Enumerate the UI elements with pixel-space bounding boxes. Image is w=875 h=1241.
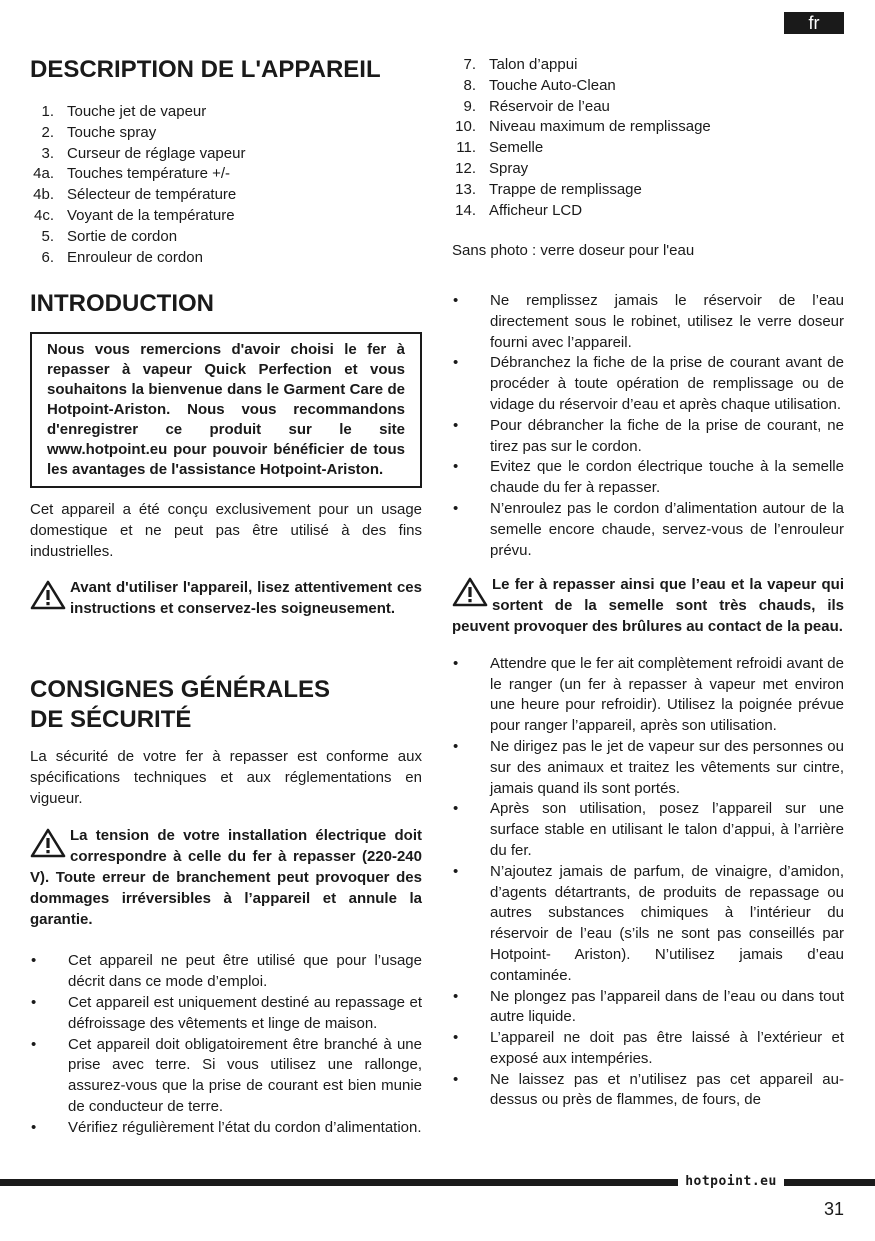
bullet-text: N’ajoutez jamais de parfum, de vinaigre, d’amidon, d’agents détartrants, de produits de repassage ou autres substances chimiques à l’intérieur du réservoir de l’eau (s’ils ne sont pas conseillés par Hotpoint- Ariston). N’utilisez jamais d’eau contaminée.	[490, 862, 844, 984]
parts-list-item	[452, 117, 844, 138]
language-badge: fr	[784, 12, 844, 34]
left-column	[30, 55, 422, 268]
safety-bullets-right-top	[452, 291, 844, 561]
warning-icon	[30, 828, 66, 858]
bullet-marker: •	[31, 1118, 37, 1136]
page-number: 31	[823, 1199, 844, 1219]
bullet-item	[452, 1028, 844, 1070]
parts-item-label: Curseur de réglage vapeur	[67, 144, 246, 162]
bullet-text: Cet appareil ne peut être utilisé que pour l’usage décrit dans ce mode d’emploi.	[68, 952, 422, 991]
safety-title	[30, 675, 422, 735]
parts-item-number: 3.	[41, 144, 54, 162]
parts-item-number: 9.	[463, 97, 476, 115]
bullet-item	[30, 1118, 422, 1139]
bullet-marker: •	[31, 993, 37, 1011]
safety-bullets-right-bottom	[452, 654, 844, 1112]
safety-title-line1: CONSIGNES GÉNÉRALES	[30, 676, 331, 703]
bullet-marker: •	[453, 1029, 459, 1047]
bullet-text: Ne remplissez jamais le réservoir de l’eau directement sous le robinet, utilisez le verre doseur fourni avec l’appareil.	[490, 292, 844, 351]
parts-item-label: Enrouleur de cordon	[67, 248, 203, 266]
parts-item-label: Voyant de la température	[67, 206, 235, 224]
parts-item-label: Niveau maximum de remplissage	[489, 118, 711, 136]
safety-paragraph: La sécurité de votre fer à repasser est conforme aux spécifications techniques et aux réglementations en vigueur.	[30, 748, 422, 807]
bullet-marker: •	[453, 499, 459, 517]
bullet-item	[452, 654, 844, 737]
bullet-marker: •	[31, 1035, 37, 1053]
bullet-marker: •	[453, 1070, 459, 1088]
bullet-text: Evitez que le cordon électrique touche à la semelle chaude du fer à repasser.	[490, 458, 844, 497]
parts-list-right	[452, 55, 844, 221]
bullet-marker: •	[453, 416, 459, 434]
safety-title-line2: DE SÉCURITÉ	[30, 706, 192, 733]
introduction-title: INTRODUCTION	[30, 290, 214, 317]
parts-list-item	[30, 164, 422, 185]
parts-list-item	[30, 206, 422, 227]
bullet-text: Ne dirigez pas le jet de vapeur sur des personnes ou sur des animaux et traitez les vêtements sur cintre, jamais quand ils sont portés.	[490, 737, 844, 797]
bullet-item	[452, 457, 844, 499]
parts-item-label: Sélecteur de température	[67, 186, 237, 204]
warning-icon	[452, 577, 488, 607]
bullet-item	[452, 353, 844, 415]
introduction-warning-text: Avant d'utiliser l'appareil, lisez attentivement ces instructions et conservez-les soigneusement.	[70, 579, 422, 618]
parts-item-number: 11.	[456, 139, 476, 157]
parts-list-item	[452, 201, 844, 222]
parts-item-number: 13.	[455, 180, 476, 198]
parts-list-item	[30, 144, 422, 165]
introduction-section	[30, 289, 422, 620]
parts-item-label: Talon d’appui	[489, 56, 578, 73]
bullet-marker: •	[453, 292, 459, 309]
bullet-item	[452, 291, 844, 353]
introduction-paragraph: Cet appareil a été conçu exclusivement pour un usage domestique et ne peut pas être utilisé à des fins industrielles.	[30, 501, 422, 560]
bullet-marker: •	[31, 952, 37, 970]
voltage-warning-text: La tension de votre installation électrique doit correspondre à celle du fer à repasser (220-240 V). Toute erreur de branchement peut provoquer des dommages irréversibles à l’appareil et annule la garantie.	[30, 827, 422, 928]
bullet-text: Débranchez la fiche de la prise de courant avant de procéder à toute opération de remplissage ou de vidage du réservoir d’eau et après chaque utilisation.	[490, 354, 844, 413]
bullet-item	[452, 987, 844, 1029]
parts-item-number: 4c.	[33, 206, 54, 224]
bullet-marker: •	[453, 862, 459, 880]
burn-warning	[452, 575, 844, 637]
parts-list-item	[30, 102, 422, 123]
bullet-text: N’enroulez pas le cordon d’alimentation autour de la semelle encore chaude, servez-vous de l’enrouleur prévu.	[490, 499, 844, 559]
bullet-marker: •	[453, 654, 459, 672]
parts-list-item	[452, 55, 844, 76]
parts-item-label: Touche spray	[67, 123, 157, 141]
parts-item-number: 10.	[455, 118, 476, 136]
parts-item-label: Sortie de cordon	[67, 227, 178, 245]
bullet-item	[30, 951, 422, 993]
right-column-top	[452, 55, 844, 262]
parts-item-number: 8.	[463, 76, 476, 94]
burn-warning-text: Le fer à repasser ainsi que l’eau et la vapeur qui sortent de la semelle sont très chauds, ils peuvent provoquer des brûlures au contact de la peau.	[452, 576, 844, 635]
bullet-item	[30, 993, 422, 1035]
bullet-text: Cet appareil doit obligatoirement être branché à une prise avec terre. Si vous utilisez une rallonge, assurez-vous que la prise de courant est bien munie de conducteur de terre.	[68, 1035, 422, 1115]
bullet-text: Cet appareil est uniquement destiné au repassage et défroissage des vêtements et linge de maison.	[68, 993, 422, 1032]
parts-item-number: 1.	[41, 103, 54, 120]
parts-list-item	[452, 180, 844, 201]
parts-item-label: Touches température +/-	[67, 165, 231, 183]
parts-list-item	[452, 138, 844, 159]
bullet-item	[452, 1070, 844, 1112]
parts-list-item	[452, 159, 844, 180]
parts-item-label: Touche jet de vapeur	[67, 103, 207, 120]
bullet-marker: •	[453, 737, 459, 755]
bullet-marker: •	[453, 987, 459, 1005]
voltage-warning	[30, 826, 422, 930]
warning-icon	[30, 580, 66, 610]
parts-list-item	[30, 227, 422, 248]
parts-item-number: 14.	[455, 201, 476, 219]
bullet-item	[452, 799, 844, 861]
parts-item-label: Trappe de remplissage	[489, 180, 642, 198]
bullet-text: Ne plongez pas l’appareil dans de l’eau ou dans tout autre liquide.	[490, 987, 844, 1026]
bullet-item	[452, 416, 844, 458]
brand-logo: hotpoint.eu	[678, 1171, 784, 1193]
parts-item-number: 4a.	[33, 165, 54, 183]
parts-item-label: Afficheur LCD	[489, 201, 583, 219]
parts-item-number: 4b.	[33, 186, 54, 204]
parts-item-number: 7.	[463, 56, 476, 73]
parts-item-label: Spray	[489, 159, 529, 177]
parts-list-item	[30, 185, 422, 206]
right-column-safety	[452, 291, 844, 1111]
bullet-item	[452, 499, 844, 561]
bullet-text: Attendre que le fer ait complètement refroidi avant de le ranger (un fer à repasser à vapeur met environ une heure pour refroidir). Utilisez la poignée prévue pour ranger l’appareil, après son utilisation.	[490, 654, 844, 735]
safety-bullets-left	[30, 951, 422, 1138]
bullet-item	[452, 862, 844, 987]
bullet-item	[30, 1035, 422, 1118]
bullet-text: Après son utilisation, posez l’appareil sur une surface stable en utilisant le talon d’appui, à l’arrière du fer.	[490, 800, 844, 859]
parts-item-number: 12.	[455, 159, 476, 177]
parts-list-item	[30, 248, 422, 269]
parts-note: Sans photo : verre doseur pour l'eau	[452, 242, 695, 260]
parts-item-number: 6.	[41, 248, 54, 266]
bullet-text: Vérifiez régulièrement l’état du cordon d’alimentation.	[68, 1118, 422, 1136]
bullet-marker: •	[453, 354, 459, 372]
parts-list-left	[30, 102, 422, 268]
introduction-box: Nous vous remercions d'avoir choisi le fer à repasser à vapeur Quick Perfection et vous souhaitons la bienvenue dans le Garment Care de Hotpoint-Ariston. Nous vous recommandons d'enregistrer ce produit sur le site www.hotpoint.eu pour pouvoir bénéficier de tous les avantages de l'assistance Hotpoint-Ariston.	[30, 332, 422, 488]
parts-list-item	[452, 97, 844, 118]
bullet-text: Pour débrancher la fiche de la prise de courant, ne tirez pas sur le cordon.	[490, 416, 844, 455]
parts-item-label: Réservoir de l’eau	[489, 97, 610, 115]
parts-item-number: 2.	[41, 123, 54, 141]
parts-list-item	[452, 76, 844, 97]
parts-item-label: Semelle	[489, 139, 544, 157]
bullet-text: L’appareil ne doit pas être laissé à l’extérieur et exposé aux intempéries.	[490, 1029, 844, 1067]
description-title: DESCRIPTION DE L'APPAREIL	[30, 56, 381, 83]
safety-section	[30, 675, 422, 1139]
bullet-marker: •	[453, 458, 459, 476]
introduction-warning	[30, 578, 422, 620]
bullet-marker: •	[453, 800, 459, 818]
parts-item-label: Touche Auto-Clean	[489, 76, 616, 94]
parts-item-number: 5.	[41, 227, 54, 245]
bullet-item	[452, 737, 844, 799]
parts-list-item	[30, 123, 422, 144]
bullet-text: Ne laissez pas et n’utilisez pas cet appareil au-dessus ou près de flammes, de fours, de	[490, 1070, 844, 1109]
